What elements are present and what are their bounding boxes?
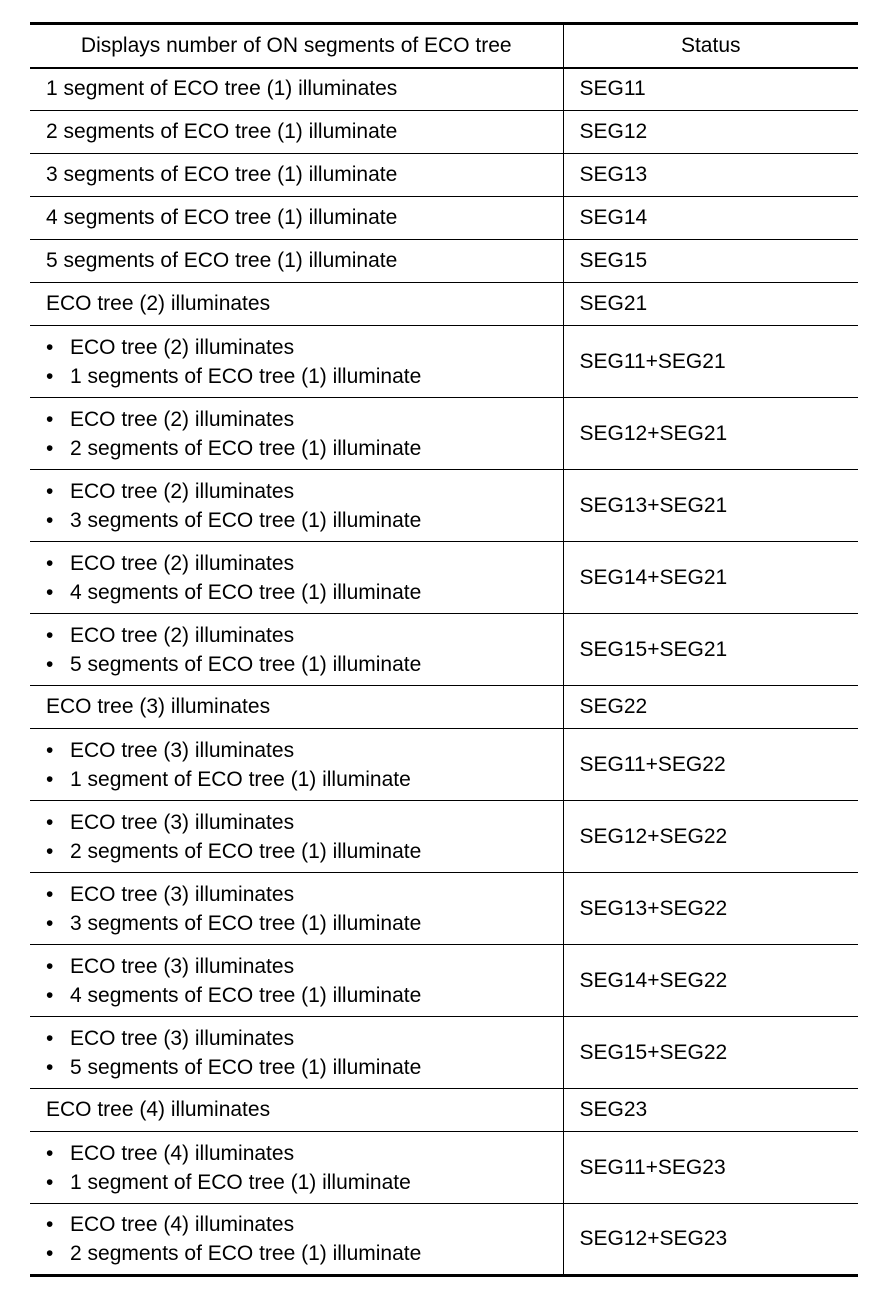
bullet-icon: • — [46, 1170, 54, 1194]
table-row — [30, 686, 858, 729]
header-status: Status — [563, 24, 858, 68]
row-status: SEG12+SEG22 — [563, 801, 858, 873]
row-status: SEG22 — [563, 686, 858, 729]
bullet-icon: • — [46, 335, 54, 359]
bullet-line — [46, 981, 563, 1010]
row-description — [30, 945, 563, 1017]
row-status: SEG11+SEG22 — [563, 729, 858, 801]
bullet-text: 4 segments of ECO tree (1) illuminate — [70, 983, 422, 1007]
row-description — [30, 1204, 563, 1276]
bullet-text: 2 segments of ECO tree (1) illuminate — [70, 839, 422, 863]
bullet-text: ECO tree (2) illuminates — [70, 479, 295, 503]
table-row — [30, 240, 858, 283]
row-status: SEG14+SEG21 — [563, 542, 858, 614]
header-description: Displays number of ON segments of ECO tree — [30, 24, 563, 68]
bullet-icon: • — [46, 551, 54, 575]
table-row — [30, 1204, 858, 1276]
bullet-text: ECO tree (4) illuminates — [70, 1141, 295, 1165]
row-description: ECO tree (2) illuminates — [30, 283, 563, 326]
bullet-line — [46, 1239, 563, 1268]
bullet-icon: • — [46, 839, 54, 863]
row-status: SEG15+SEG21 — [563, 614, 858, 686]
table-row — [30, 111, 858, 154]
row-description — [30, 729, 563, 801]
bullet-line — [46, 578, 563, 607]
bullet-icon: • — [46, 479, 54, 503]
table-row — [30, 154, 858, 197]
bullet-line — [46, 880, 563, 909]
eco-tree-segment-table — [30, 22, 858, 1277]
table-row — [30, 326, 858, 398]
bullet-text: ECO tree (3) illuminates — [70, 954, 295, 978]
bullet-line — [46, 362, 563, 391]
row-status: SEG14 — [563, 197, 858, 240]
row-status: SEG11+SEG21 — [563, 326, 858, 398]
bullet-icon: • — [46, 623, 54, 647]
bullet-text: ECO tree (3) illuminates — [70, 738, 295, 762]
row-description: 1 segment of ECO tree (1) illuminates — [30, 68, 563, 111]
row-status: SEG12+SEG23 — [563, 1204, 858, 1276]
bullet-icon: • — [46, 1242, 54, 1265]
bullet-text: 2 segments of ECO tree (1) illuminate — [70, 436, 422, 460]
segment-status-table — [30, 22, 858, 1277]
row-description: ECO tree (4) illuminates — [30, 1089, 563, 1132]
bullet-text: ECO tree (2) illuminates — [70, 623, 295, 647]
bullet-line — [46, 621, 563, 650]
row-status: SEG13+SEG22 — [563, 873, 858, 945]
bullet-text: 1 segments of ECO tree (1) illuminate — [70, 364, 422, 388]
row-status: SEG15 — [563, 240, 858, 283]
bullet-line — [46, 477, 563, 506]
table-row — [30, 197, 858, 240]
table-row — [30, 398, 858, 470]
table-row — [30, 1132, 858, 1204]
bullet-text: 5 segments of ECO tree (1) illuminate — [70, 1055, 422, 1079]
row-description: 5 segments of ECO tree (1) illuminate — [30, 240, 563, 283]
bullet-icon: • — [46, 580, 54, 604]
bullet-icon: • — [46, 1055, 54, 1079]
row-description: 3 segments of ECO tree (1) illuminate — [30, 154, 563, 197]
table-row — [30, 729, 858, 801]
bullet-text: 4 segments of ECO tree (1) illuminate — [70, 580, 422, 604]
bullet-line — [46, 333, 563, 362]
bullet-icon: • — [46, 508, 54, 532]
bullet-line — [46, 952, 563, 981]
bullet-line — [46, 837, 563, 866]
bullet-text: 1 segment of ECO tree (1) illuminate — [70, 767, 411, 791]
bullet-text: ECO tree (4) illuminates — [70, 1213, 295, 1236]
table-row — [30, 1017, 858, 1089]
bullet-text: ECO tree (3) illuminates — [70, 810, 295, 834]
row-description — [30, 326, 563, 398]
bullet-text: ECO tree (2) illuminates — [70, 551, 295, 575]
table-row — [30, 1089, 858, 1132]
row-description — [30, 873, 563, 945]
bullet-text: 2 segments of ECO tree (1) illuminate — [70, 1242, 422, 1265]
header-row — [30, 24, 858, 68]
bullet-icon: • — [46, 882, 54, 906]
bullet-line — [46, 1210, 563, 1239]
bullet-line — [46, 909, 563, 938]
row-status: SEG12 — [563, 111, 858, 154]
table-row — [30, 801, 858, 873]
bullet-icon: • — [46, 1141, 54, 1165]
bullet-icon: • — [46, 364, 54, 388]
bullet-line — [46, 650, 563, 679]
row-status: SEG12+SEG21 — [563, 398, 858, 470]
row-description: 4 segments of ECO tree (1) illuminate — [30, 197, 563, 240]
table-row — [30, 470, 858, 542]
table-body — [30, 68, 858, 1276]
bullet-text: 5 segments of ECO tree (1) illuminate — [70, 652, 422, 676]
bullet-line — [46, 1168, 563, 1197]
row-description — [30, 801, 563, 873]
row-description — [30, 542, 563, 614]
row-status: SEG23 — [563, 1089, 858, 1132]
bullet-line — [46, 434, 563, 463]
bullet-icon: • — [46, 911, 54, 935]
table-row — [30, 614, 858, 686]
row-description — [30, 398, 563, 470]
row-status: SEG13+SEG21 — [563, 470, 858, 542]
row-description: ECO tree (3) illuminates — [30, 686, 563, 729]
table-row — [30, 873, 858, 945]
bullet-line — [46, 1139, 563, 1168]
bullet-line — [46, 405, 563, 434]
bullet-line — [46, 736, 563, 765]
bullet-icon: • — [46, 1213, 54, 1236]
row-description: 2 segments of ECO tree (1) illuminate — [30, 111, 563, 154]
row-description — [30, 470, 563, 542]
bullet-text: 3 segments of ECO tree (1) illuminate — [70, 911, 422, 935]
row-status: SEG13 — [563, 154, 858, 197]
bullet-icon: • — [46, 983, 54, 1007]
bullet-icon: • — [46, 1026, 54, 1050]
bullet-icon: • — [46, 738, 54, 762]
bullet-icon: • — [46, 767, 54, 791]
bullet-text: 3 segments of ECO tree (1) illuminate — [70, 508, 422, 532]
bullet-icon: • — [46, 407, 54, 431]
bullet-icon: • — [46, 436, 54, 460]
bullet-icon: • — [46, 954, 54, 978]
bullet-line — [46, 549, 563, 578]
bullet-icon: • — [46, 810, 54, 834]
row-description — [30, 614, 563, 686]
bullet-line — [46, 808, 563, 837]
table-row — [30, 945, 858, 1017]
bullet-line — [46, 506, 563, 535]
bullet-line — [46, 1053, 563, 1082]
bullet-text: ECO tree (2) illuminates — [70, 335, 295, 359]
bullet-text: 1 segment of ECO tree (1) illuminate — [70, 1170, 411, 1194]
row-status: SEG11+SEG23 — [563, 1132, 858, 1204]
table-row — [30, 542, 858, 614]
table-row — [30, 68, 858, 111]
row-description — [30, 1132, 563, 1204]
bullet-text: ECO tree (3) illuminates — [70, 1026, 295, 1050]
row-status: SEG21 — [563, 283, 858, 326]
bullet-text: ECO tree (3) illuminates — [70, 882, 295, 906]
bullet-icon: • — [46, 652, 54, 676]
row-status: SEG15+SEG22 — [563, 1017, 858, 1089]
bullet-line — [46, 1024, 563, 1053]
row-status: SEG14+SEG22 — [563, 945, 858, 1017]
table-row — [30, 283, 858, 326]
table-header — [30, 24, 858, 68]
row-description — [30, 1017, 563, 1089]
bullet-text: ECO tree (2) illuminates — [70, 407, 295, 431]
row-status: SEG11 — [563, 68, 858, 111]
bullet-line — [46, 765, 563, 794]
